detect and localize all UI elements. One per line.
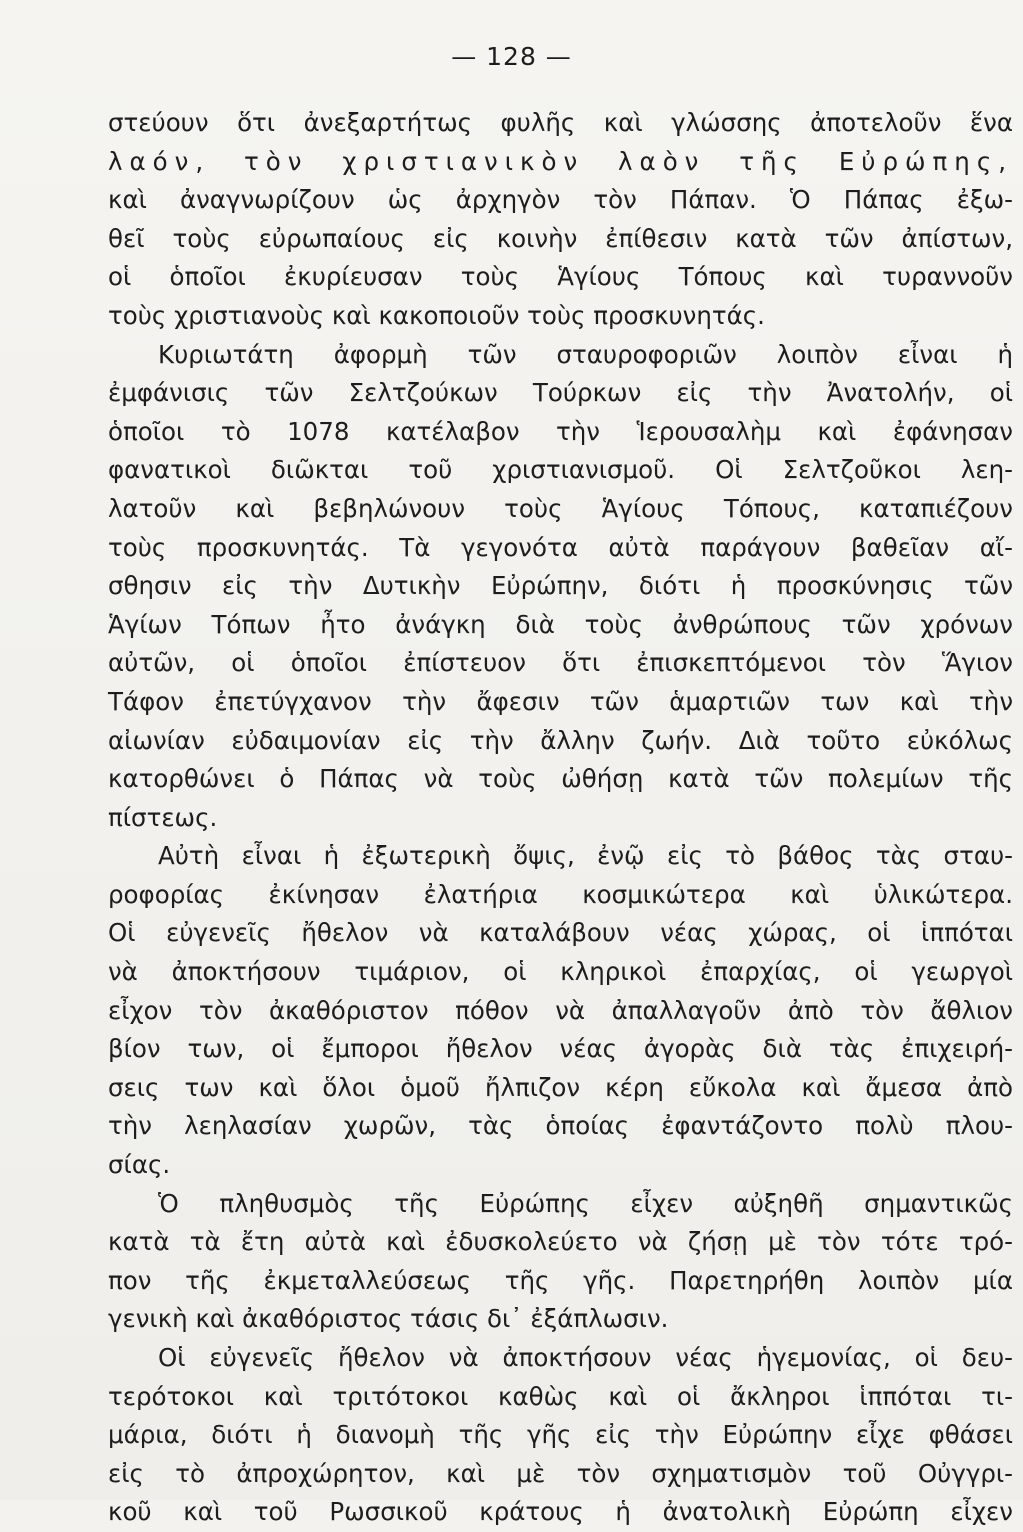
text-line: σθησιν εἰς τὴν Δυτικὴν Εὐρώπην, διότι ἡ προσκύνησις τῶν	[108, 571, 1013, 601]
text-line: Αὐτὴ εἶναι ἡ ἐξωτερικὴ ὄψις, ἐνῷ εἰς τὸ βάθος τὰς σταυ-	[158, 841, 1013, 871]
text-line: κοῦ καὶ τοῦ Ρωσσικοῦ κράτους ἡ ἀνατολικὴ Εὐρώπη εἶχεν	[108, 1497, 1013, 1527]
text-line: καὶ ἀναγνωρίζουν ὡς ἀρχηγὸν τὸν Πάπαν. Ὁ Πάπας ἐξω-	[108, 185, 1013, 215]
text-line: αὐτῶν, οἱ ὁποῖοι ἐπίστευον ὅτι ἐπισκεπτόμενοι τὸν Ἅγιον	[108, 648, 1013, 678]
text-line: τερότοκοι καὶ τριτότοκοι καθὼς καὶ οἱ ἄκληροι ἱππόται τι-	[108, 1381, 1013, 1411]
text-line: βίον των, οἱ ἔμποροι ἤθελον νέας ἀγορὰς διὰ τὰς ἐπιχειρή-	[108, 1034, 1013, 1064]
text-line: γενικὴ καὶ ἀκαθόριστος τάσις δι᾿ ἐξάπλωσιν.	[108, 1304, 669, 1334]
text-line: Τάφον ἐπετύγχανον τὴν ἄφεσιν τῶν ἁμαρτιῶν των καὶ τὴν	[108, 686, 1013, 716]
text-line: σεις των καὶ ὅλοι ὁμοῦ ἤλπιζον κέρη εὔκολα καὶ ἄμεσα ἀπὸ	[108, 1072, 1013, 1102]
text-line: λαόν, τὸν χριστιανικὸν λαὸν τῆς Εὐρώπης,	[108, 146, 1013, 176]
text-line: τὴν λεηλασίαν χωρῶν, τὰς ὁποίας ἐφαντάζοντο πολὺ πλου-	[108, 1111, 1013, 1141]
text-line: Ἁγίων Τόπων ἦτο ἀνάγκη διὰ τοὺς ἀνθρώπους τῶν χρόνων	[108, 609, 1013, 639]
text-line: στεύουν ὅτι ἀνεξαρτήτως φυλῆς καὶ γλώσσης ἀποτελοῦν ἕνα	[108, 108, 1013, 137]
text-line: πίστεως.	[108, 802, 218, 832]
text-line: σίας.	[108, 1150, 171, 1180]
text-line: τοὺς χριστιανοὺς καὶ κακοποιοῦν τοὺς προσκυνητάς.	[108, 300, 765, 330]
text-line: εἰς τὸ ἀπροχώρητον, καὶ μὲ τὸν σχηματισμὸν τοῦ Οὐγγρι-	[108, 1458, 1013, 1488]
text-line: πον τῆς ἐκμεταλλεύσεως τῆς γῆς. Παρετηρήθη λοιπὸν μία	[108, 1265, 1013, 1295]
text-line: τοὺς προσκυνητάς. Τὰ γεγονότα αὐτὰ παράγουν βαθεῖαν αἴ-	[108, 532, 1013, 562]
text-line: Οἱ εὐγενεῖς ἤθελον νὰ καταλάβουν νέας χώρας, οἱ ἱππόται	[108, 918, 1013, 948]
text-line: ὁποῖοι τὸ 1078 κατέλαβον τὴν Ἱερουσαλὴμ καὶ ἐφάνησαν	[108, 416, 1013, 446]
text-line: μάρια, διότι ἡ διανομὴ τῆς γῆς εἰς τὴν Εὐρώπην εἶχε φθάσει	[108, 1420, 1013, 1450]
text-line: ροφορίας ἐκίνησαν ἐλατήρια κοσμικώτερα καὶ ὑλικώτερα.	[108, 879, 1013, 909]
text-line: Ὁ πληθυσμὸς τῆς Εὐρώπης εἶχεν αὐξηθῆ σημαντικῶς	[158, 1188, 1013, 1218]
text-line: εἶχον τὸν ἀκαθόριστον πόθον νὰ ἀπαλλαγοῦν ἀπὸ τὸν ἄθλιον	[108, 995, 1013, 1025]
text-line: οἱ ὁποῖοι ἐκυρίευσαν τοὺς Ἁγίους Τόπους καὶ τυραννοῦν	[108, 262, 1013, 292]
text-line: φανατικοὶ διῶκται τοῦ χριστιανισμοῦ. Οἱ Σελτζοῦκοι λεη-	[108, 455, 1013, 485]
text-line: λατοῦν καὶ βεβηλώνουν τοὺς Ἁγίους Τόπους, καταπιέζουν	[108, 493, 1013, 523]
text-line: αἰωνίαν εὐδαιμονίαν εἰς τὴν ἄλλην ζωήν. Διὰ τοῦτο εὐκόλως	[108, 725, 1013, 755]
text-line: κατὰ τὰ ἔτη αὐτὰ καὶ ἐδυσκολεύετο νὰ ζήσῃ μὲ τὸν τότε τρό-	[108, 1227, 1013, 1257]
text-line: Κυριωτάτη ἀφορμὴ τῶν σταυροφοριῶν λοιπὸν εἶναι ἡ	[158, 339, 1013, 369]
text-line: θεῖ τοὺς εὐρωπαίους εἰς κοινὴν ἐπίθεσιν κατὰ τῶν ἀπίστων,	[108, 223, 1013, 253]
text-line: νὰ ἀποκτήσουν τιμάριον, οἱ κληρικοὶ ἐπαρχίας, οἱ γεωργοὶ	[108, 957, 1013, 987]
body-text	[108, 104, 1013, 1532]
page-number: — 128 —	[451, 42, 572, 71]
text-line: ἐμφάνισις τῶν Σελτζούκων Τούρκων εἰς τὴν Ἀνατολήν, οἱ	[108, 378, 1013, 408]
text-line: Οἱ εὐγενεῖς ἤθελον νὰ ἀποκτήσουν νέας ἡγεμονίας, οἱ δευ-	[158, 1343, 1013, 1372]
text-line: κατορθώνει ὁ Πάπας νὰ τοὺς ὠθήσῃ κατὰ τῶν πολεμίων τῆς	[108, 764, 1013, 794]
